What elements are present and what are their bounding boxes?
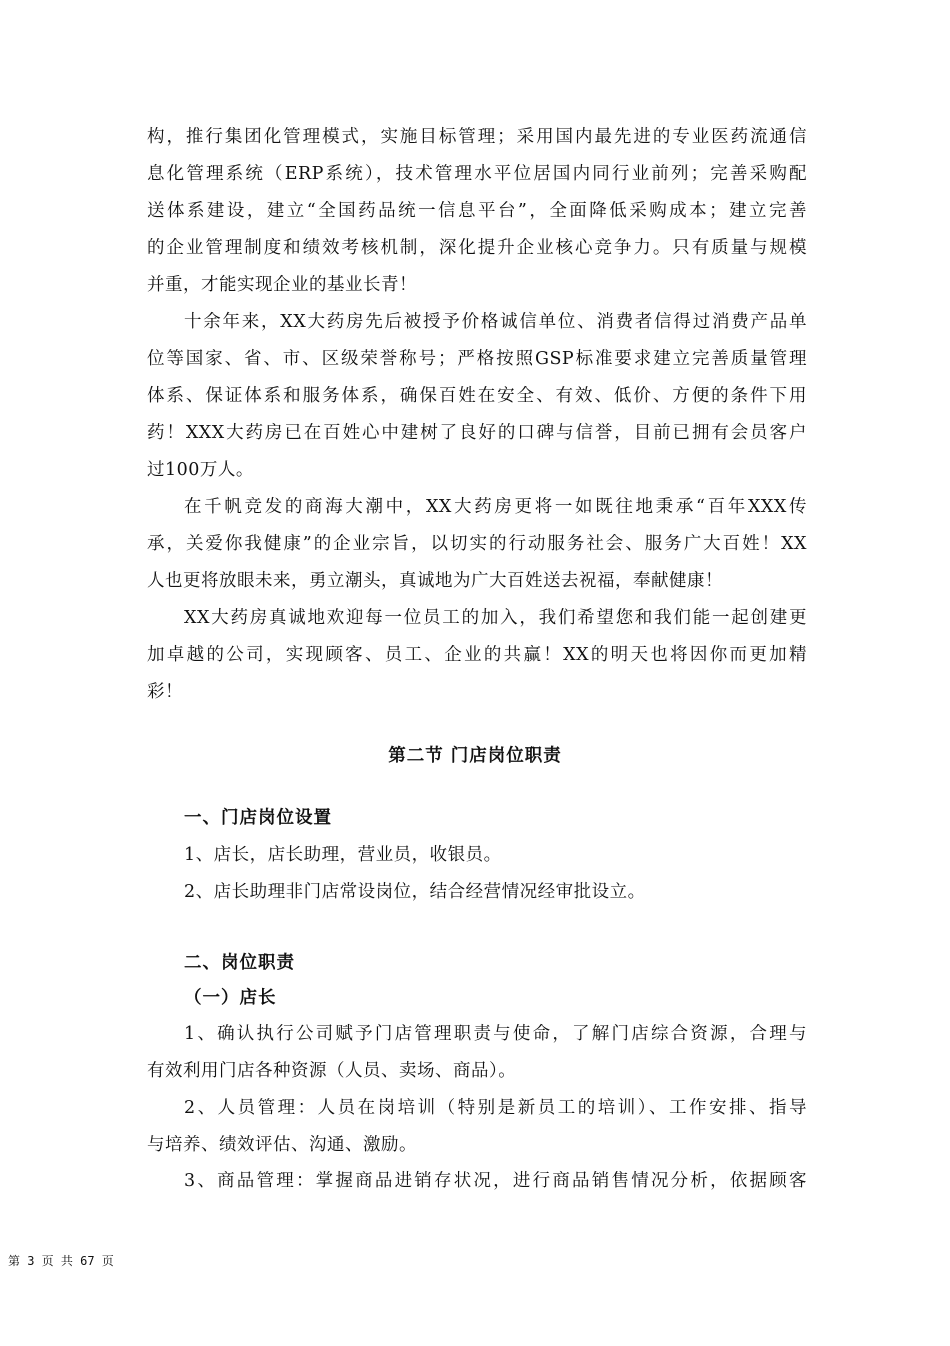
paragraph-line: 与培养、绩效评估、沟通、激励。: [147, 1135, 417, 1155]
subheading-store-manager: （一）店长: [184, 988, 277, 1008]
paragraph-line: 人也更将放眼未来，勇立潮头，真诚地为广大百姓送去祝福，奉献健康！: [147, 571, 723, 591]
paragraph-line: 息化管理系统（ERP系统），技术管理水平位居国内同行业前列；完善采购配: [147, 164, 807, 184]
list-item: 1、店长，店长助理，营业员，收银员。: [184, 845, 502, 865]
section-title: 第二节 门店岗位职责: [388, 746, 562, 766]
paragraph-line: XX大药房真诚地欢迎每一位员工的加入，我们希望您和我们能一起创建更: [184, 608, 807, 628]
paragraph-line: 体系、保证体系和服务体系，确保百姓在安全、有效、低价、方便的条件下用: [147, 386, 807, 406]
paragraph-line: 过100万人。: [147, 460, 254, 480]
paragraph-line: 药！XXX大药房已在百姓心中建树了良好的口碑与信誉，目前已拥有会员客户: [147, 423, 807, 443]
paragraph-line: 3、商品管理：掌握商品进销存状况，进行商品销售情况分析，依据顾客: [184, 1171, 807, 1191]
paragraph-line: 在千帆竞发的商海大潮中，XX大药房更将一如既往地秉承“百年XXX传: [184, 497, 807, 517]
paragraph-line: 送体系建设，建立“全国药品统一信息平台”，全面降低采购成本；建立完善: [147, 201, 807, 221]
paragraph-line: 加卓越的公司，实现顾客、员工、企业的共赢！XX的明天也将因你而更加精: [147, 645, 807, 665]
paragraph-line: 1、确认执行公司赋予门店管理职责与使命，了解门店综合资源，合理与: [184, 1024, 807, 1044]
paragraph-line: 的企业管理制度和绩效考核机制，深化提升企业核心竞争力。只有质量与规模: [147, 238, 807, 258]
paragraph-line: 2、人员管理：人员在岗培训（特别是新员工的培训）、工作安排、指导: [184, 1098, 807, 1118]
paragraph-line: 位等国家、省、市、区级荣誉称号；严格按照GSP标准要求建立完善质量管理: [147, 349, 807, 369]
heading-store-positions: 一、门店岗位设置: [184, 808, 332, 828]
paragraph-line: 有效利用门店各种资源（人员、卖场、商品）。: [147, 1061, 517, 1081]
page-number-footer: 第 3 页 共 67 页: [8, 1254, 114, 1268]
heading-position-duties: 二、岗位职责: [184, 953, 295, 973]
list-item: 2、店长助理非门店常设岗位，结合经营情况经审批设立。: [184, 882, 646, 902]
paragraph-line: 并重，才能实现企业的基业长青！: [147, 275, 417, 295]
paragraph-line: 构，推行集团化管理模式，实施目标管理；采用国内最先进的专业医药流通信: [147, 127, 807, 147]
paragraph-line: 十余年来，XX大药房先后被授予价格诚信单位、消费者信得过消费产品单: [184, 312, 807, 332]
paragraph-line: 承，关爱你我健康”的企业宗旨，以切实的行动服务社会、服务广大百姓！XX: [147, 534, 807, 554]
paragraph-line: 彩！: [147, 682, 183, 702]
